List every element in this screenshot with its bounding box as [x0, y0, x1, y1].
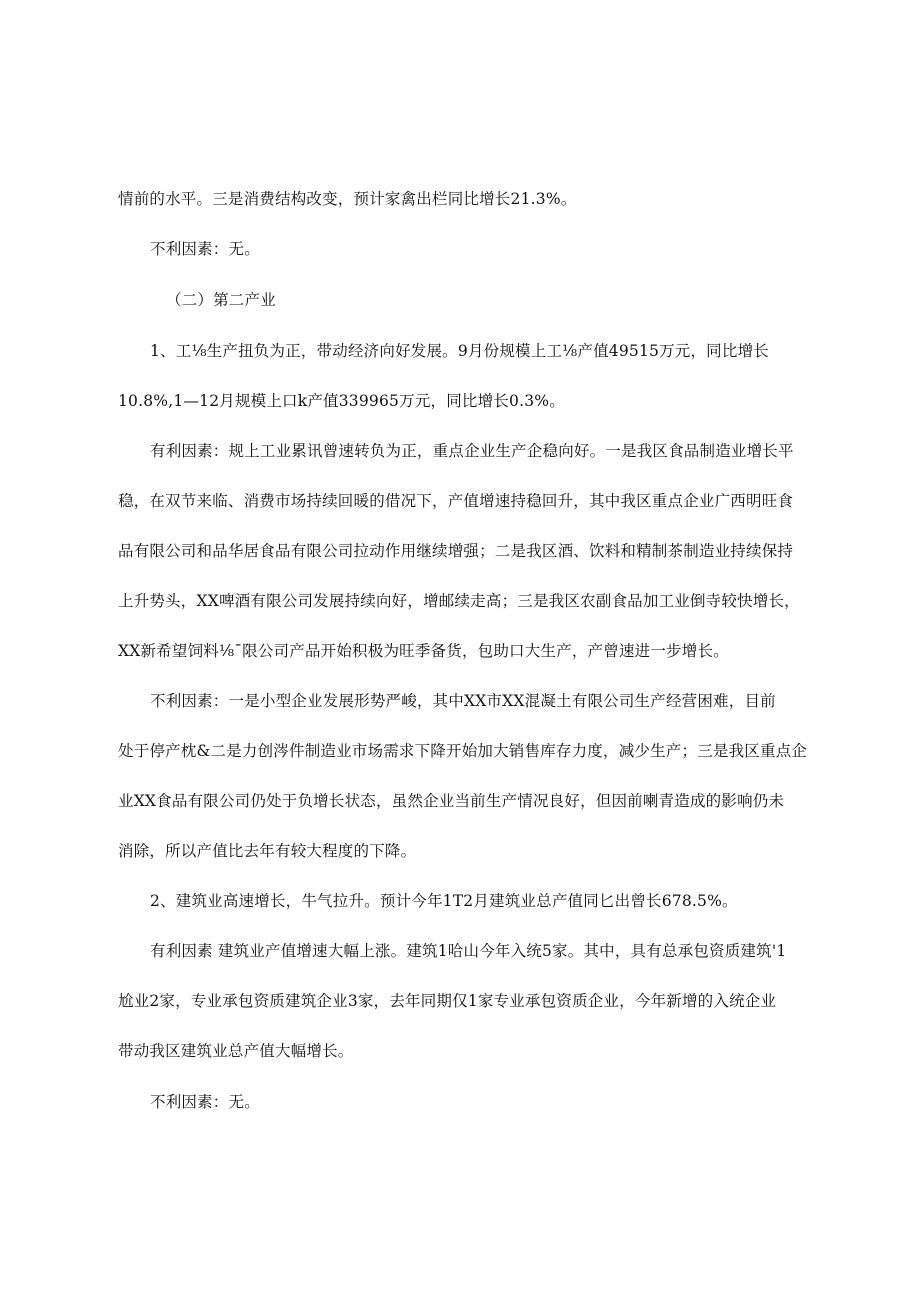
section-heading-secondary-industry: （二）第二产业 — [166, 291, 276, 309]
text-line-favorable-industry-2: 稳，在双节来临、消费市场持续回暖的借况下，产值增速持稳回升，其中我区重点企业广西明旺食 — [118, 492, 794, 510]
text-line-unfavorable-none-1: 不利因素：无。 — [150, 240, 260, 258]
text-line-unfavorable-industry-2: 处于停产枕&二是力创涔件制造业市场需求下降开始加大销售库存力度，减少生产；三是我区重点企 — [118, 742, 808, 760]
text-line-unfavorable-industry-4: 消除，所以产值比去年有较大程度的下降。 — [118, 842, 417, 860]
text-line-livestock-end: 情前的水平。三是消费结构改变，预计家禽出栏同比增长21.3%。 — [118, 190, 577, 208]
text-line-unfavorable-industry-3: 业XX食品有限公司仍处于负增长状态，虽然企业当前生产情况良好，但因前喇青造成的影响仍未 — [118, 792, 785, 810]
text-line-unfavorable-none-2: 不利因素：无。 — [150, 1093, 260, 1111]
text-line-favorable-construction-1: 有利因素 建筑业产值增速大幅上涨。建筑1哈山今年入统5家。其中，具有总承包资质建筑'1 — [150, 942, 787, 960]
text-line-favorable-industry-4: 上升势头，XX啤酒有限公司发展持续向好，增邮续走高；三是我区农副食品加工业倒寺较快增长， — [118, 592, 800, 610]
text-line-industry-value: 10.8%,1—12月规模上口k产值339965万元，同比增长0.3%。 — [118, 392, 565, 410]
text-line-favorable-construction-3: 带动我区建筑业总产值大幅增长。 — [118, 1042, 354, 1060]
text-line-favorable-construction-2: 尬业2家，专业承包资质建筑企业3家，去年同期仅1家专业承包资质企业，今年新增的入统企业 — [118, 992, 777, 1010]
text-line-unfavorable-industry-1: 不利因素：一是小型企业发展形势严峻，其中XX市XX混凝土有限公司生产经营困难，目前 — [150, 692, 776, 710]
text-line-industry-heading: 1、工⅛生产扭负为正，带动经济向好发展。9月份规模上工⅛产值49515万元，同比增长 — [150, 342, 769, 360]
text-line-favorable-industry-5: XX新希望饲料⅛ˉ限公司产品开始积极为旺季备货，包助口大生产，产曾速进一步增长。 — [118, 642, 729, 660]
text-line-favorable-industry-3: 品有限公司和品华居食品有限公司拉动作用继续增强；二是我区酒、饮料和精制茶制造业持续保持 — [118, 542, 794, 560]
text-line-favorable-industry-1: 有利因素：规上工业累讯曾速转负为正，重点企业生产企稳向好。一是我区食品制造业增长平 — [150, 442, 794, 460]
text-line-construction-heading: 2、建筑业高速增长，牛气拉升。预计今年1T2月建筑业总产值同匕出曾长678.5%。 — [150, 892, 738, 910]
